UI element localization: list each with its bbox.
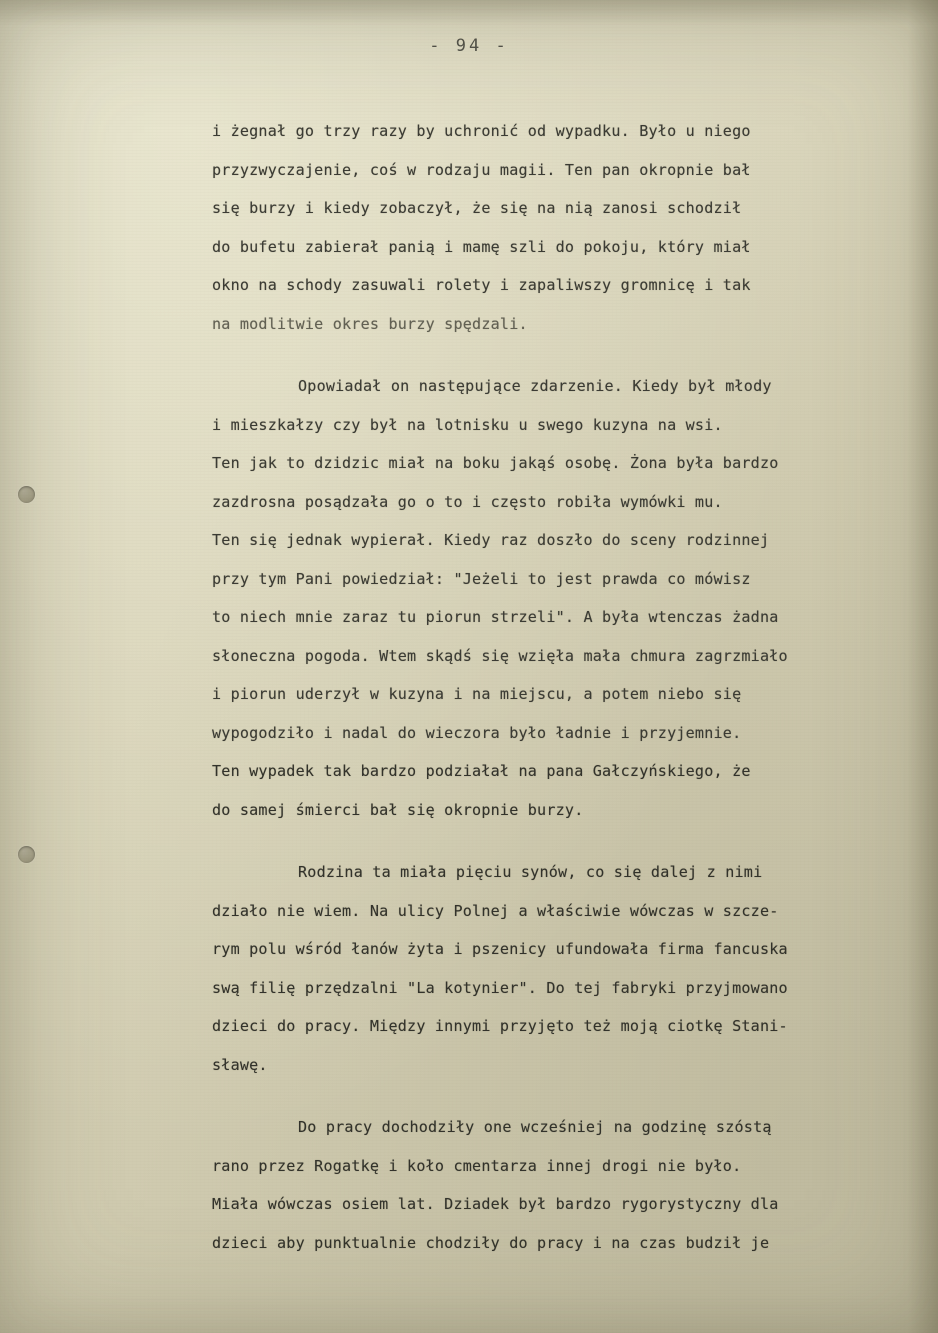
text-line: Ten wypadek tak bardzo podziałał na pana Gałczyńskiego, że bbox=[212, 762, 751, 780]
text-line: i żegnał go trzy razy by uchronić od wypadku. Było u niego bbox=[212, 122, 751, 140]
paragraph bbox=[212, 112, 872, 343]
text-line: na modlitwie okres burzy spędzali. bbox=[212, 314, 528, 333]
paragraph bbox=[212, 367, 872, 829]
text-line: się burzy i kiedy zobaczył, że się na nią zanosi schodził bbox=[212, 199, 742, 217]
text-line: rym polu wśród łanów żyta i pszenicy ufundowała firma fancuska bbox=[212, 940, 788, 958]
text-line: Miała wówczas osiem lat. Dziadek był bardzo rygorystyczny dla bbox=[212, 1195, 779, 1213]
page-number: - 94 - bbox=[429, 36, 509, 56]
text-line: słoneczna pogoda. Wtem skądś się wzięła mała chmura zagrzmiało bbox=[212, 646, 788, 665]
punch-hole-bottom bbox=[18, 846, 35, 863]
text-line: dzieci aby punktualnie chodziły do pracy i na czas budził je bbox=[212, 1233, 770, 1252]
text-line: przyzwyczajenie, coś w rodzaju magii. Ten pan okropnie bał bbox=[212, 160, 751, 179]
text-line: Ten się jednak wypierał. Kiedy raz doszło do sceny rodzinnej bbox=[212, 531, 770, 549]
text-line: Rodzina ta miała pięciu synów, co się dalej z nimi bbox=[298, 863, 763, 881]
text-line: rano przez Rogatkę i koło cmentarza innej drogi nie było. bbox=[212, 1156, 742, 1175]
text-line: działo nie wiem. Na ulicy Polnej a właściwie wówczas w szcze- bbox=[212, 901, 779, 920]
text-line: dzieci do pracy. Między innymi przyjęto też moją ciotkę Stani- bbox=[212, 1017, 788, 1035]
text-line: zazdrosna posądzała go o to i często robiła wymówki mu. bbox=[212, 492, 723, 511]
text-line: do samej śmierci bał się okropnie burzy. bbox=[212, 800, 584, 819]
text-line: i mieszkałzy czy był na lotnisku u swego kuzyna na wsi. bbox=[212, 415, 723, 434]
paragraph bbox=[212, 1108, 872, 1262]
page-edge-shadow-right bbox=[908, 0, 938, 1333]
text-line: sławę. bbox=[212, 1055, 268, 1074]
text-line: Ten jak to dzidzic miał na boku jakąś osobę. Żona była bardzo bbox=[212, 454, 779, 472]
paragraph bbox=[212, 853, 872, 1084]
text-line: Do pracy dochodziły one wcześniej na godzinę szóstą bbox=[298, 1118, 772, 1136]
text-line: to niech mnie zaraz tu piorun strzeli". A była wtenczas żadna bbox=[212, 608, 779, 626]
text-line: Opowiadał on następujące zdarzenie. Kiedy był młody bbox=[298, 377, 772, 395]
text-line: swą filię przędzalni "La kotynier". Do tej fabryki przyjmowano bbox=[212, 978, 788, 997]
document-body bbox=[212, 112, 872, 1262]
text-line: okno na schody zasuwali rolety i zapaliwszy gromnicę i tak bbox=[212, 276, 751, 294]
text-line: do bufetu zabierał panią i mamę szli do pokoju, który miał bbox=[212, 237, 751, 256]
text-line: przy tym Pani powiedział: "Jeżeli to jest prawda co mówisz bbox=[212, 569, 751, 588]
text-line: wypogodziło i nadal do wieczora było ładnie i przyjemnie. bbox=[212, 723, 742, 742]
text-line: i piorun uderzył w kuzyna i na miejscu, a potem niebo się bbox=[212, 685, 742, 703]
punch-hole-top bbox=[18, 486, 35, 503]
page-edge-shadow-top bbox=[0, 0, 938, 26]
